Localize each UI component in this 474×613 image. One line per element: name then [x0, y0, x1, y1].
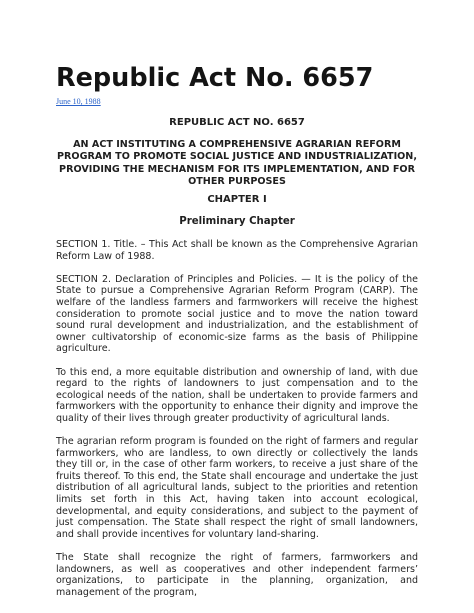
- act-long-title: AN ACT INSTITUTING A COMPREHENSIVE AGRARIAN REFORM PROGRAM TO PROMOTE SOCIAL JUSTICE AND INDUSTRIALIZATION, PROVIDING THE MECHANISM FOR ITS IMPLEMENTATION, AND FOR OTHER PURPOSES: [57, 139, 417, 187]
- chapter-heading: CHAPTER I: [207, 194, 267, 205]
- document-title: Republic Act No. 6657: [56, 63, 374, 93]
- program-foundation-paragraph: The agrarian reform program is founded on the right of farmers and regular farmworkers, who are landless, to own directly or collectively the lands they till or, in the case of other farm workers, to receive a just share of the fruits thereof. To this end, the State shall encourage and undertake the just distribution of all agricultural lands, subject to the priorities and retention limits set forth in this Act, having taken into account ecological, developmental, and equity considerations, and subject to the payment of just compensation. The State shall respect the right of small landowners, and shall provide incentives for voluntary land-sharing.: [56, 436, 418, 540]
- section-1-paragraph: SECTION 1. Title. – This Act shall be known as the Comprehensive Agrarian Reform Law of 1988.: [56, 239, 418, 262]
- act-heading: REPUBLIC ACT NO. 6657: [169, 117, 305, 128]
- participation-paragraph: The State shall recognize the right of farmers, farmworkers and landowners, as well as cooperatives and other independent farmers’ organizations, to participate in the planning, organization, and management of the program,: [56, 552, 418, 598]
- equitable-distribution-paragraph: To this end, a more equitable distribution and ownership of land, with due regard to the rights of landowners to just compensation and to the ecological needs of the nation, shall be undertaken to provide farmers and farmworkers with the opportunity to enhance their dignity and improve the quality of their lives through greater productivity of agricultural lands.: [56, 366, 418, 424]
- chapter-subheading: Preliminary Chapter: [179, 216, 295, 227]
- date-link[interactable]: June 10, 1988: [56, 97, 101, 106]
- section-2-paragraph: SECTION 2. Declaration of Principles and Policies. — It is the policy of the State to pursue a Comprehensive Agrarian Reform Program (CARP). The welfare of the landless farmers and farmworkers will receive the highest consideration to promote social justice and to move the nation toward sound rural development and industrialization, and the establishment of owner cultivatorship of economic-size farms as the basis of Philippine agriculture.: [56, 273, 418, 355]
- body-text: [56, 239, 418, 610]
